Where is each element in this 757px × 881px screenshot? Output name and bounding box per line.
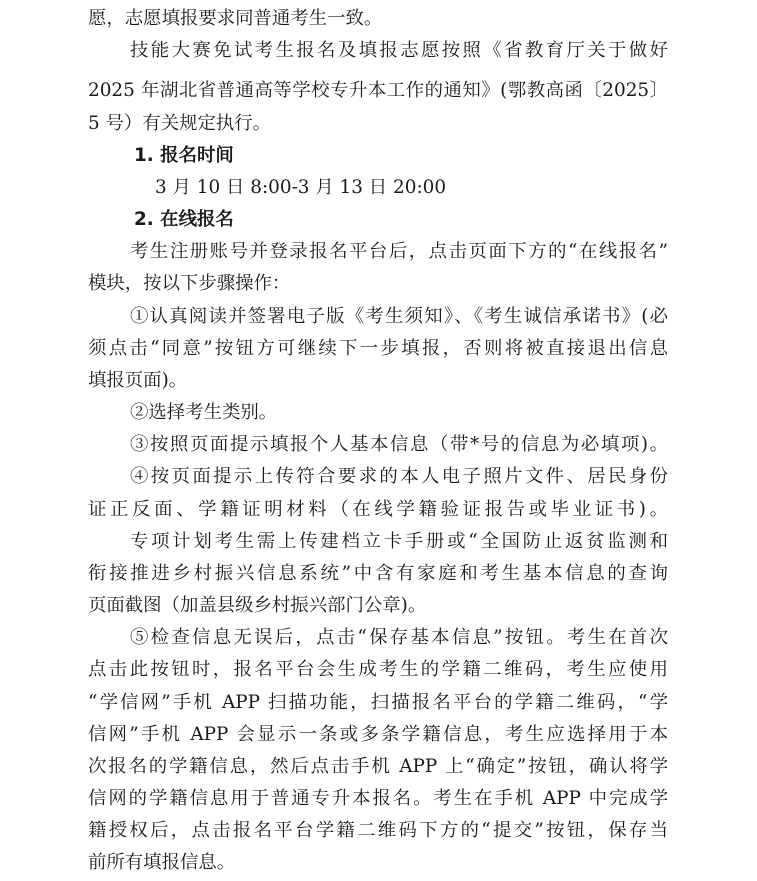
text-line: 愿，志愿填报要求同普通考生一致。	[88, 8, 383, 29]
text-line: “学信网”手机 APP 扫描功能，扫描报名平台的学籍二维码，“学	[88, 692, 668, 713]
text-line: 须点击“同意”按钮方可继续下一步填报，否则将被直接退出信息	[88, 338, 668, 359]
text-line: 5 号）有关规定执行。	[88, 113, 272, 134]
text-line: 点击此按钮时，报名平台会生成考生的学籍二维码，考生应使用	[88, 659, 668, 680]
section-heading: 2. 在线报名	[134, 209, 234, 230]
text-line: 专项计划考生需上传建档立卡手册或“全国防止返贫监测和	[130, 531, 668, 552]
text-line: 衔接推进乡村振兴信息系统”中含有家庭和考生基本信息的查询	[88, 563, 668, 584]
text-line: 填报页面)。	[88, 370, 188, 391]
text-line: ⑤检查信息无误后，点击“保存基本信息”按钮。考生在首次	[130, 627, 668, 648]
text-line: 次报名的学籍信息，然后点击手机 APP 上“确定”按钮，确认将学	[88, 756, 668, 777]
text-line: 信网”手机 APP 会显示一条或多条学籍信息，考生应选择用于本	[88, 724, 668, 745]
text-line: ④按页面提示上传符合要求的本人电子照片文件、居民身份	[130, 466, 668, 487]
text-line: 技能大赛免试考生报名及填报志愿按照《省教育厅关于做好	[130, 40, 668, 61]
text-line: 2025 年湖北省普通高等学校专升本工作的通知》(鄂教高函〔2025〕	[88, 80, 668, 101]
text-line: 模块，按以下步骤操作：	[88, 273, 291, 294]
text-line: ③按照页面提示填报个人基本信息（带*号的信息为必填项)。	[130, 434, 668, 455]
text-line: ①认真阅读并签署电子版《考生须知》、《考生诚信承诺书》(必	[130, 306, 668, 327]
text-line: 证正反面、学籍证明材料（在线学籍验证报告或毕业证书)。	[88, 499, 668, 520]
registration-time: 3 月 10 日 8:00-3 月 13 日 20:00	[155, 177, 447, 198]
text-line: 信网的学籍信息用于普通专升本报名。考生在手机 APP 中完成学	[88, 788, 668, 809]
text-line: 考生注册账号并登录报名平台后，点击页面下方的“在线报名”	[130, 241, 668, 262]
text-line: 前所有填报信息。	[88, 852, 236, 873]
text-line: ②选择考生类别。	[130, 402, 278, 423]
section-heading: 1. 报名时间	[134, 145, 234, 166]
text-line: 页面截图（加盖县级乡村振兴部门公章)。	[88, 595, 427, 616]
text-line: 籍授权后，点击报名平台学籍二维码下方的“提交”按钮，保存当	[88, 820, 668, 841]
